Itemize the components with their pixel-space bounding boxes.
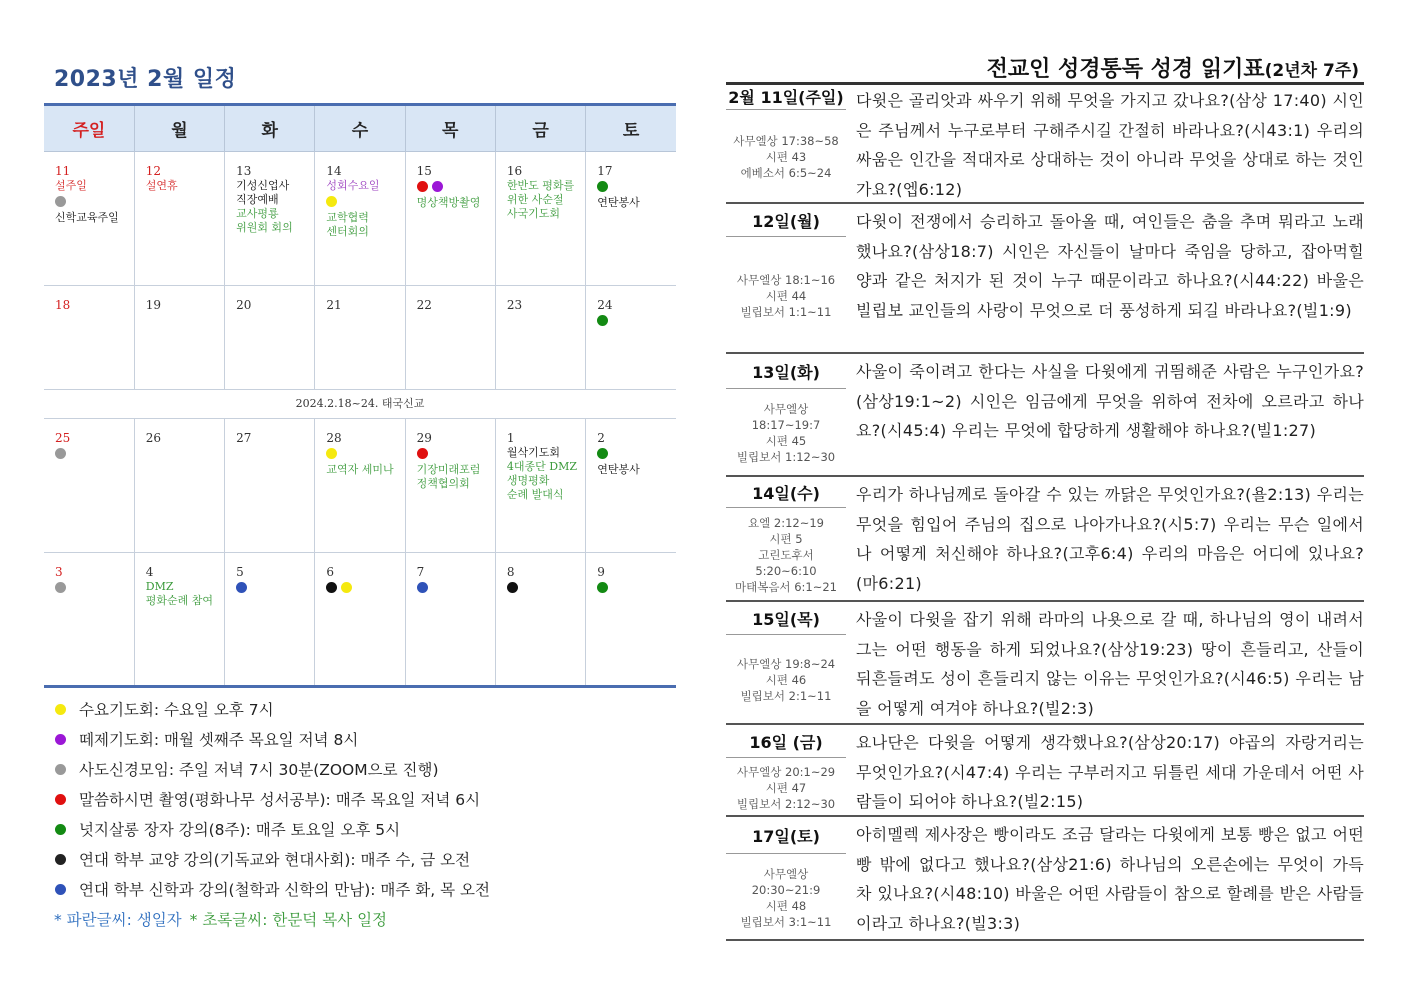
event-text: 위한 사순절 bbox=[506, 193, 564, 206]
event-text: 생명평화 bbox=[506, 474, 550, 487]
scripture-reference: 빌립보서 2:12~30 bbox=[736, 796, 836, 811]
legend-text: 말씀하시면 촬영(평화나무 성서공부): 매주 목요일 저녁 6시 bbox=[79, 791, 481, 809]
reading-day-refs bbox=[726, 635, 846, 725]
legend-dot-icon bbox=[55, 794, 66, 805]
event-dots bbox=[507, 580, 585, 596]
event-text: 명상책방촬영 bbox=[416, 196, 481, 209]
event-dot-icon bbox=[597, 181, 608, 192]
calendar-day-cell bbox=[134, 553, 224, 687]
reading-day-date: 12일(월) bbox=[726, 207, 846, 237]
calendar-week-4 bbox=[44, 553, 676, 687]
calendar-day-cell bbox=[315, 419, 405, 553]
legend-dot-icon bbox=[55, 884, 66, 895]
scripture-reference: 사무엘상 17:38~58 bbox=[733, 134, 839, 148]
calendar-day-cell bbox=[44, 419, 134, 553]
calendar-note: 2024.2.18~24. 태국신교 bbox=[44, 390, 676, 419]
event-dot-icon bbox=[432, 181, 443, 192]
day-number: 27 bbox=[236, 431, 252, 445]
event-text: 교역자 세미나 bbox=[326, 463, 394, 476]
scripture-reference: 18:17~19:7 bbox=[751, 418, 821, 432]
legend bbox=[54, 694, 674, 934]
reading-day-refs bbox=[726, 854, 846, 941]
scripture-reference: 시편 5 bbox=[769, 532, 803, 546]
calendar-week-2 bbox=[44, 286, 676, 390]
calendar-day-cell bbox=[225, 286, 315, 390]
scripture-reference: 시편 47 bbox=[765, 780, 807, 795]
reading-day-questions: 다윗이 전쟁에서 승리하고 돌아올 때, 여인들은 춤을 추며 뭐라고 노래했나요?(삼상18:7) 시인은 자신들이 날마다 죽임을 당하고, 잡아먹힐 양과 같은 처지가 된 것이 누구 때문이라고 하나요?(시44:22) 바울은 빌립보 교인들의 사랑이 무엇으로 더 풍성하게 되길 바라나요?(빌1:9) bbox=[856, 212, 1364, 320]
plan-title bbox=[987, 52, 1359, 83]
event-dots bbox=[417, 179, 495, 195]
event-text: 연탄봉사 bbox=[597, 463, 640, 476]
event-dots bbox=[597, 580, 676, 596]
legend-dot-icon bbox=[55, 734, 66, 745]
calendar-day-cell bbox=[586, 286, 676, 390]
day-number: 13 bbox=[236, 164, 252, 178]
event-text: 4대종단 DMZ bbox=[506, 460, 578, 473]
scripture-reference: 에베소서 6:5~24 bbox=[740, 166, 832, 180]
weekday-thu: 목 bbox=[405, 105, 495, 152]
legend-item bbox=[54, 844, 674, 874]
scripture-reference: 마태복음서 6:1~21 bbox=[735, 580, 837, 594]
event-text: 교사평룡 bbox=[236, 207, 279, 220]
event-dots bbox=[326, 194, 404, 210]
legend-text: 사도신경모임: 주일 저녁 7시 30분(ZOOM으로 진행) bbox=[79, 761, 439, 779]
calendar-day-cell bbox=[134, 152, 224, 286]
day-number: 25 bbox=[55, 431, 71, 445]
reading-day-refs bbox=[726, 110, 846, 204]
weekday-mon: 월 bbox=[134, 105, 224, 152]
scripture-reference: 사무엘상 18:1~16 bbox=[736, 272, 836, 287]
legend-item bbox=[54, 694, 674, 724]
day-number: 24 bbox=[597, 298, 613, 312]
reading-day-date: 13일(화) bbox=[726, 357, 846, 389]
reading-day-date: 16일 (금) bbox=[726, 728, 846, 758]
event-text: DMZ bbox=[145, 580, 174, 593]
calendar-day-cell bbox=[495, 553, 585, 687]
event-dot-icon bbox=[417, 448, 428, 459]
event-text: 정책협의회 bbox=[416, 477, 470, 490]
event-dot-icon bbox=[326, 448, 337, 459]
day-number: 16 bbox=[506, 164, 523, 178]
calendar-day-cell bbox=[225, 152, 315, 286]
legend-foot-blue: * 파란글씨: 생일자 bbox=[54, 911, 182, 929]
scripture-reference: 빌립보서 1:1~11 bbox=[740, 304, 832, 319]
scripture-reference: 빌립보서 3:1~11 bbox=[740, 914, 832, 929]
legend-item bbox=[54, 784, 674, 814]
legend-footnote bbox=[54, 904, 674, 934]
calendar-day-cell bbox=[405, 553, 495, 687]
plan-title-main: 전교인 성경통독 성경 읽기표 bbox=[986, 57, 1265, 82]
day-number: 17 bbox=[597, 164, 613, 178]
event-text: 센터회의 bbox=[326, 225, 369, 238]
event-dots bbox=[597, 179, 676, 195]
day-number: 20 bbox=[236, 298, 252, 312]
event-dots bbox=[597, 446, 676, 462]
day-number: 2 bbox=[597, 431, 605, 445]
weekday-sat: 토 bbox=[586, 105, 676, 152]
weekday-fri: 금 bbox=[495, 105, 585, 152]
reading-day-refs bbox=[726, 758, 846, 817]
calendar-day-cell bbox=[405, 419, 495, 553]
calendar-day-cell bbox=[134, 286, 224, 390]
scripture-reference: 시편 43 bbox=[765, 150, 807, 164]
calendar-title: 2023년 2월 일정 bbox=[54, 67, 237, 92]
event-text: 신학교육주일 bbox=[55, 211, 119, 224]
event-dots bbox=[236, 580, 314, 596]
event-text: 사국기도회 bbox=[506, 207, 561, 220]
reading-day-questions: 다윗은 골리앗과 싸우기 위해 무엇을 가지고 갔나요?(삼상 17:40) 시인은 주님께서 누구로부터 구해주시길 간절히 바라나요?(시43:1) 우리의 싸움은 인간을 적대자로 상대하는 것이 아니라 무엇을 상대로 하는 것인가요?(엡6:12) bbox=[856, 91, 1364, 199]
event-dot-icon bbox=[236, 582, 247, 593]
day-number: 1 bbox=[506, 431, 515, 445]
scripture-reference: 요엘 2:12~19 bbox=[748, 516, 824, 530]
event-dots bbox=[55, 446, 134, 462]
calendar-day-cell bbox=[586, 553, 676, 687]
reading-day-date: 14일(수) bbox=[726, 480, 846, 508]
calendar-day-cell bbox=[44, 286, 134, 390]
scripture-reference: 20:30~21:9 bbox=[751, 882, 821, 897]
calendar-day-cell bbox=[44, 553, 134, 687]
event-dots bbox=[597, 313, 676, 329]
legend-text: 넛지살롱 장자 강의(8주): 매주 토요일 오후 5시 bbox=[79, 821, 401, 839]
day-number: 22 bbox=[416, 298, 432, 312]
weekday-sun: 주일 bbox=[44, 105, 134, 152]
scripture-reference: 5:20~6:10 bbox=[755, 564, 817, 578]
legend-text: 수요기도회: 수요일 오후 7시 bbox=[79, 701, 274, 719]
event-text: 위원회 회의 bbox=[236, 221, 293, 234]
reading-day-date: 17일(토) bbox=[726, 820, 846, 854]
event-dots bbox=[326, 446, 404, 462]
legend-item bbox=[54, 754, 674, 784]
day-number: 4 bbox=[145, 565, 154, 579]
day-number: 9 bbox=[597, 565, 605, 579]
event-dot-icon bbox=[326, 196, 337, 207]
day-number: 14 bbox=[326, 164, 342, 178]
event-text: 평화순례 참여 bbox=[145, 594, 214, 607]
day-number: 11 bbox=[55, 164, 71, 178]
day-number: 12 bbox=[145, 164, 162, 178]
calendar-table bbox=[44, 103, 676, 688]
day-number: 6 bbox=[326, 565, 334, 579]
weekday-tue: 화 bbox=[225, 105, 315, 152]
legend-item bbox=[54, 724, 674, 754]
reading-day-date: 2월 11일(주일) bbox=[726, 86, 846, 110]
event-dot-icon bbox=[326, 582, 337, 593]
calendar-day-cell bbox=[405, 286, 495, 390]
day-number: 19 bbox=[145, 298, 162, 312]
event-text: 성회수요일 bbox=[326, 179, 380, 192]
event-dot-icon bbox=[417, 582, 428, 593]
calendar-week-1 bbox=[44, 152, 676, 286]
event-text: 한반도 평화를 bbox=[506, 179, 575, 192]
calendar-day-cell bbox=[495, 152, 585, 286]
scripture-reference: 사무엘상 bbox=[763, 402, 809, 416]
reading-day-questions: 사울이 다윗을 잡기 위해 라마의 나욧으로 갈 때, 하나님의 영이 내려서 그는 어떤 행동을 하게 되었나요?(삼상19:23) 땅이 흔들리고, 산들이 뒤흔들려도 성이 흔들리지 않는 이유는 무엇인가요?(시46:5) 우리는 남을 어떻게 여겨야 하나요?(빌2:3) bbox=[856, 610, 1364, 718]
day-number: 5 bbox=[236, 565, 244, 579]
event-dot-icon bbox=[55, 582, 66, 593]
reading-day bbox=[726, 728, 1364, 817]
event-dot-icon bbox=[597, 582, 608, 593]
reading-day-questions: 우리가 하나님께로 돌아갈 수 있는 까닭은 무엇인가요?(욜2:13) 우리는 무엇을 힘입어 주님의 집으로 나아가나요?(시5:7) 우리는 무슨 일에서나 어떻게 처신해야 하나요?(고후6:4) 우리의 마음은 어디에 있나요?(마6:21) bbox=[856, 485, 1364, 593]
calendar-day-cell bbox=[495, 286, 585, 390]
day-number: 18 bbox=[55, 298, 71, 312]
reading-day-questions: 사울이 죽이려고 한다는 사실을 다윗에게 귀띔해준 사람은 누구인가요?(삼상19:1~2) 시인은 임금에게 무엇을 위하여 전차에 오르라고 하나요?(시45:4) 우리는 무엇에 합당하게 생활해야 하나요?(빌1:27) bbox=[856, 362, 1364, 441]
weekday-wed: 수 bbox=[315, 105, 405, 152]
legend-dot-icon bbox=[55, 824, 66, 835]
event-text: 교학협력 bbox=[326, 211, 369, 224]
day-number: 23 bbox=[506, 298, 523, 312]
day-number: 26 bbox=[145, 431, 162, 445]
legend-item bbox=[54, 874, 674, 904]
reading-day-refs bbox=[726, 508, 846, 602]
event-dot-icon bbox=[507, 582, 518, 593]
calendar-day-cell bbox=[134, 419, 224, 553]
event-text: 기성신업사 bbox=[236, 179, 290, 192]
event-dot-icon bbox=[55, 448, 66, 459]
event-dot-icon bbox=[597, 448, 608, 459]
calendar-day-cell bbox=[586, 152, 676, 286]
event-text: 직장예배 bbox=[236, 193, 279, 206]
legend-dot-icon bbox=[55, 764, 66, 775]
reading-day bbox=[726, 86, 1364, 204]
event-dot-icon bbox=[597, 315, 608, 326]
day-number: 7 bbox=[416, 565, 425, 579]
calendar-day-cell bbox=[315, 152, 405, 286]
legend-foot-green: * 초록글씨: 한문덕 목사 일정 bbox=[189, 911, 388, 929]
day-number: 3 bbox=[55, 565, 63, 579]
scripture-reference: 시편 44 bbox=[765, 288, 807, 303]
legend-text: 떼제기도회: 매월 셋째주 목요일 저녁 8시 bbox=[79, 731, 359, 749]
event-text: 월삭기도회 bbox=[506, 446, 561, 459]
legend-items bbox=[54, 694, 674, 904]
legend-text: 연대 학부 교양 강의(기독교와 현대사회): 매주 수, 금 오전 bbox=[79, 851, 471, 869]
event-dots bbox=[417, 580, 495, 596]
event-dot-icon bbox=[341, 582, 352, 593]
day-number: 15 bbox=[416, 164, 432, 178]
calendar-note-row bbox=[44, 390, 676, 419]
calendar-day-cell bbox=[44, 152, 134, 286]
calendar-day-cell bbox=[405, 152, 495, 286]
event-dots bbox=[417, 446, 495, 462]
event-text: 순례 발대식 bbox=[506, 488, 564, 501]
event-text: 설주일 bbox=[55, 179, 87, 192]
event-text: 설연휴 bbox=[145, 179, 178, 192]
event-dot-icon bbox=[417, 181, 428, 192]
scripture-reference: 시편 45 bbox=[765, 434, 807, 448]
weekday-header-row bbox=[44, 105, 676, 152]
legend-dot-icon bbox=[55, 704, 66, 715]
scripture-reference: 시편 46 bbox=[765, 673, 807, 687]
day-number: 8 bbox=[506, 565, 515, 579]
day-number: 21 bbox=[326, 298, 342, 312]
reading-day-questions: 아히멜렉 제사장은 빵이라도 조금 달라는 다윗에게 보통 빵은 없고 어떤 빵 밖에 없다고 했나요?(삼상21:6) 하나님의 오른손에는 무엇이 가득 차 있나요?(시48:10) 바울은 어떤 사람들이 참으로 할례를 받은 사람들이라고 하나요?(빌3:3) bbox=[856, 825, 1364, 933]
event-dots bbox=[55, 580, 134, 596]
calendar-day-cell bbox=[225, 553, 315, 687]
legend-item bbox=[54, 814, 674, 844]
legend-dot-icon bbox=[55, 854, 66, 865]
event-dot-icon bbox=[55, 196, 66, 207]
reading-day bbox=[726, 820, 1364, 941]
calendar-day-cell bbox=[225, 419, 315, 553]
calendar-day-cell bbox=[586, 419, 676, 553]
scripture-reference: 빌립보서 2:1~11 bbox=[740, 689, 832, 703]
scripture-reference: 사무엘상 19:8~24 bbox=[736, 657, 836, 671]
calendar-week-3 bbox=[44, 419, 676, 553]
scripture-reference: 시편 48 bbox=[765, 898, 807, 913]
reading-day bbox=[726, 207, 1364, 354]
reading-day-refs bbox=[726, 389, 846, 477]
scripture-reference: 사무엘상 bbox=[763, 866, 809, 881]
scripture-reference: 사무엘상 20:1~29 bbox=[736, 764, 836, 779]
calendar-day-cell bbox=[315, 553, 405, 687]
calendar-day-cell bbox=[315, 286, 405, 390]
reading-day bbox=[726, 357, 1364, 477]
event-dots bbox=[326, 580, 404, 596]
reading-day bbox=[726, 605, 1364, 725]
event-text: 기장미래포럼 bbox=[416, 463, 481, 476]
plan-top-rule bbox=[726, 82, 1364, 85]
reading-day bbox=[726, 480, 1364, 602]
scripture-reference: 빌립보서 1:12~30 bbox=[736, 450, 836, 464]
scripture-reference: 고린도후서 bbox=[758, 548, 814, 562]
reading-day-questions: 요나단은 다윗을 어떻게 생각했나요?(삼상20:17) 야곱의 자랑거리는 무엇인가요?(시47:4) 우리는 구부러지고 뒤틀린 세대 가운데서 어떤 사람들이 되어야 하나요?(빌2:15) bbox=[856, 733, 1364, 812]
day-number: 29 bbox=[416, 431, 432, 445]
event-dots bbox=[55, 194, 134, 210]
calendar-day-cell bbox=[495, 419, 585, 553]
legend-text: 연대 학부 신학과 강의(철학과 신학의 만남): 매주 화, 목 오전 bbox=[79, 881, 490, 899]
reading-day-refs bbox=[726, 237, 846, 354]
plan-title-sub: (2년차 7주) bbox=[1264, 61, 1359, 81]
reading-day-date: 15일(목) bbox=[726, 605, 846, 635]
day-number: 28 bbox=[326, 431, 342, 445]
event-text: 연탄봉사 bbox=[597, 196, 640, 209]
